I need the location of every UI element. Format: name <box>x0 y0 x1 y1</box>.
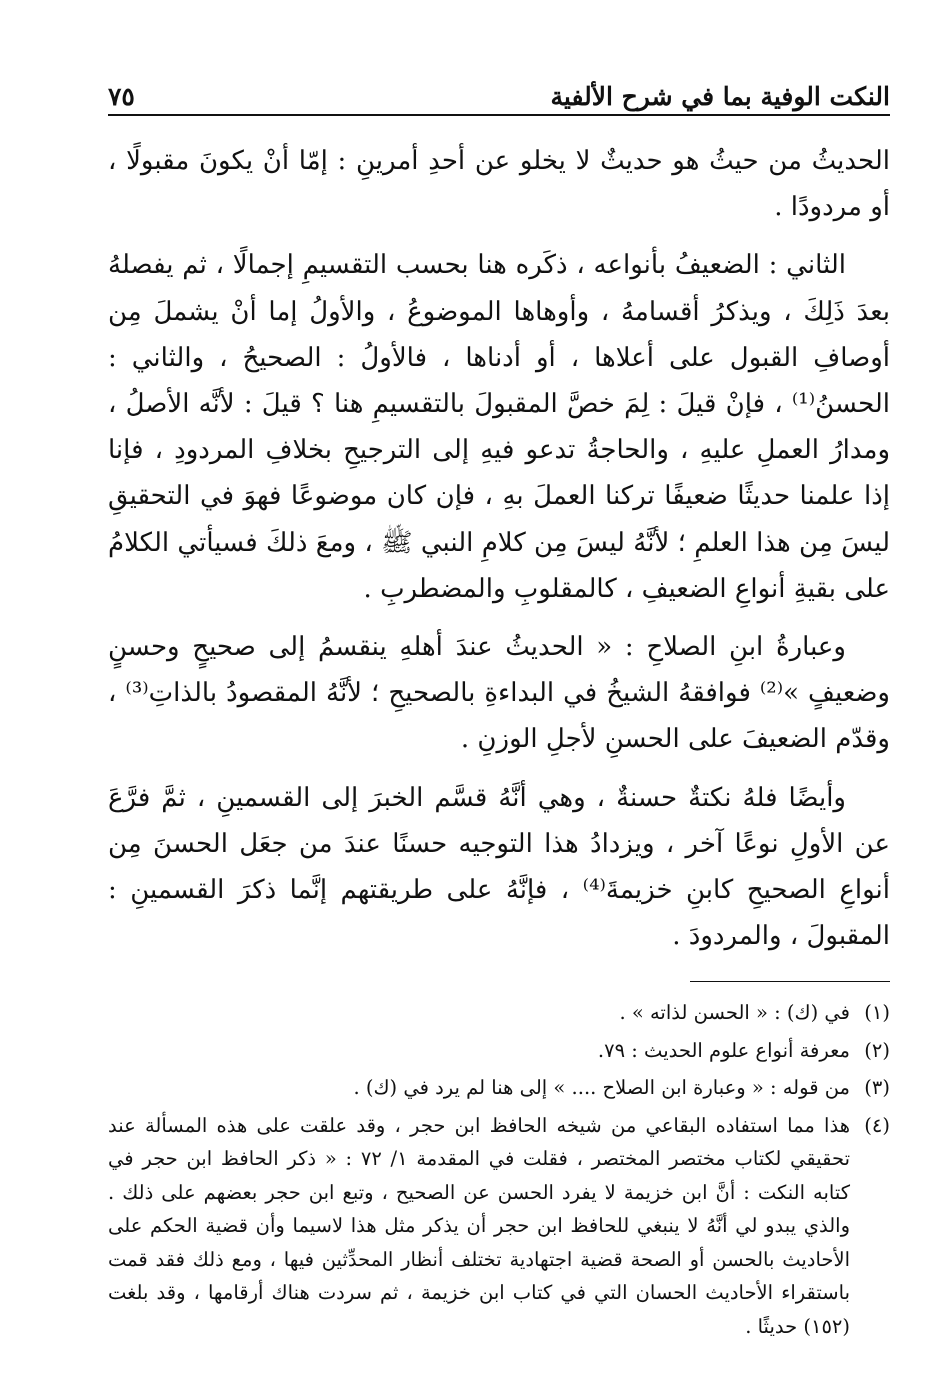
footnote-number: (١) <box>864 1001 890 1025</box>
footnote-2 <box>108 1034 890 1068</box>
paragraph-3: وعبارةُ ابنِ الصلاحِ : « الحديثُ عندَ أهلهِ ينقسمُ إلى صحيحٍ وحسنٍ وضعيفٍ »⁽²⁾ فوافقهُ الشيخُ في البداءةِ بالصحيحِ ؛ لأنَّهُ المقصودُ بالذاتِ⁽³⁾ ، وقدّم الضعيفَ على الحسنِ لأجلِ الوزنِ . <box>108 632 890 755</box>
footnote-1 <box>108 996 890 1030</box>
footnote-3 <box>108 1071 890 1105</box>
paragraph-1: الحديثُ من حيثُ هو حديثٌ لا يخلو عن أحدِ أمرينِ : إمّا أنْ يكونَ مقبولًا ، أو مردودًا . <box>108 146 890 223</box>
paragraph-2: الثاني : الضعيفُ بأنواعه ، ذكَره هنا بحسب التقسيمِ إجمالًا ، ثم يفصلهُ بعدَ ذَلِكَ ، ويذكرُ أقسامهُ ، وأوهاها الموضوعُ ، والأولُ إما أنْ يشملَ مِن أوصافِ القبول على أعلاها ، أو أدناها ، فالأولُ : الصحيحُ ، والثاني : الحسنُ⁽¹⁾ ، فإنْ قيلَ : لِمَ خصَّ المقبولَ بالتقسيمِ هنا ؟ قيلَ : لأنَّه الأصلُ ، ومدارُ العملِ عليهِ ، والحاجةُ تدعو فيهِ إلى الترجيحِ بخلافِ المردودِ ، فإنا إذا علمنا حديثًا ضعيفًا تركنا العملَ بهِ ، فإن كان موضوعًا فهوَ في التحقيقِ ليسَ مِن هذا العلمِ ؛ لأنَّهُ ليسَ مِن كلامِ النبي ﷺ ، ومعَ ذلكَ فسيأتي الكلامُ على بقيةِ أنواعِ الضعيفِ ، كالمقلوبِ والمضطربِ . <box>108 250 891 604</box>
footnote-text: معرفة أنواع علوم الحديث : ٧٩. <box>597 1038 850 1062</box>
paragraph-4: وأيضًا فلهُ نكتةٌ حسنةٌ ، وهي أنَّهُ قسَّم الخبرَ إلى القسمينِ ، ثمَّ فرَّعَ عن الأولِ نوعًا آخر ، ويزدادُ هذا التوجيه حسنًا عندَ من جعَل الحسنَ مِن أنواعِ الصحيحِ كابنِ خزيمةَ⁽⁴⁾ ، فإنَّهُ على طريقتهم إنَّما ذكرَ القسمينِ : المقبولَ ، والمردودَ . <box>108 782 890 952</box>
page-number: ٧٥ <box>108 82 135 111</box>
book-page <box>108 70 890 1370</box>
footnote-separator <box>690 981 890 982</box>
running-header <box>108 70 890 116</box>
footnote-number: (٢) <box>864 1038 890 1062</box>
footnote-number: (٣) <box>864 1076 890 1100</box>
footnote-text: هذا مما استفاده البقاعي من شيخه الحافظ ابن حجر ، وقد علقت على هذه المسألة عند تحقيقي لكتاب مختصر المختصر ، فقلت في المقدمة ١/ ٧٢ : « ذكر الحافظ ابن حجر في كتابه النكت : أنَّ ابن خزيمة لا يفرد الحسن عن الصحيح ، وتبع ابن حجر بعضهم على ذلك . والذي يبدو لي أنَّهُ لا ينبغي للحافظ ابن حجر أن يذكر مثل هذا لاسيما وأن قضية الحكم على الأحاديث بالحسن أو الصحة قضية اجتهادية تختلف أنظار المحدِّثين فيها ، ومع ذلك فقد قمت باستقراء الأحاديث الحسان التي في كتاب ابن خزيمة ، ثم سردت هناك أرقامها ، وقد بلغت (١٥٢) حديثًا . <box>108 1113 851 1338</box>
footnotes <box>108 996 890 1343</box>
main-text <box>108 138 890 959</box>
book-title: النكت الوفية بما في شرح الألفية <box>550 82 890 111</box>
footnote-text: في (ك) : « الحسن لذاته » . <box>619 1001 850 1025</box>
footnote-number: (٤) <box>864 1113 890 1137</box>
footnote-text: من قوله : « وعبارة ابن الصلاح .... » إلى هنا لم يرد في (ك) . <box>353 1076 850 1100</box>
footnote-4 <box>108 1109 890 1344</box>
